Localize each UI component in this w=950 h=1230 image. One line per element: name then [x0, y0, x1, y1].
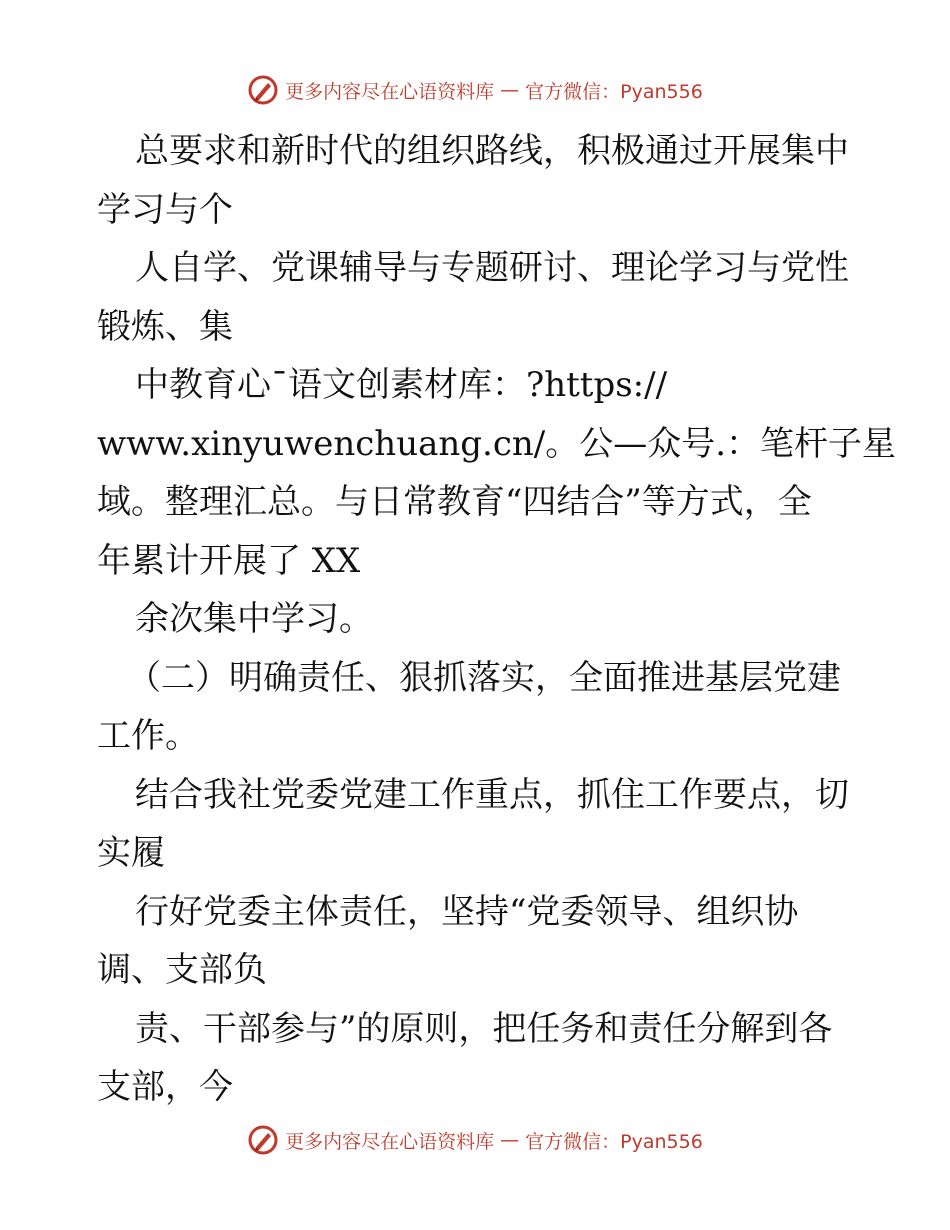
body-line-2: 学习与个 [97, 189, 233, 230]
section-heading: （二）明确责任、狠抓落实，全面推进基层党建 [127, 657, 841, 698]
body-line-3: 人自学、党课辅导与专题研讨、理论学习与党性 [135, 248, 849, 288]
body-line-1: 总要求和新时代的组织路线，积极通过开展集中 [135, 131, 849, 171]
body-line-14: 行好党委主体责任，坚持“党委领导、组织协 [135, 891, 799, 932]
document-body [97, 122, 897, 1117]
body-line-16: 责、干部参与”的原则，把任务和责任分解到各 [135, 1008, 833, 1049]
watermark-brand: 更多内容尽在心语资料库 [285, 80, 495, 103]
body-line-17: 支部，今 [97, 1067, 233, 1107]
body-line-11: 工作。 [97, 716, 199, 756]
pen-logo-icon [247, 1124, 279, 1156]
body-line-8: 年累计开展了 XX [97, 540, 361, 581]
pen-logo-icon [247, 74, 279, 106]
body-line-7: 域。整理汇总。与日常教育“四结合”等方式，全 [97, 482, 812, 522]
body-line-12: 结合我社党委党建工作重点，抓住工作要点，切 [135, 774, 849, 815]
body-line-5: 中教育心¯语文创素材库：?https:// [135, 365, 668, 405]
watermark-brand: 更多内容尽在心语资料库 [285, 1130, 495, 1153]
body-line-13: 实履 [97, 833, 165, 873]
body-line-15: 调、支部负 [97, 950, 267, 990]
body-line-9: 余次集中学习。 [135, 599, 373, 639]
watermark-separator: — [500, 79, 520, 101]
body-line-4: 锻炼、集 [97, 306, 233, 347]
watermark-contact: 官方微信：Pyan556 [525, 1130, 703, 1153]
body-line-6: www.xinyuwenchuang.cn/。公—众号.：笔杆子星 [97, 423, 897, 464]
footer-watermark [0, 1120, 950, 1160]
header-watermark [0, 70, 950, 110]
watermark-contact: 官方微信：Pyan556 [525, 80, 703, 103]
watermark-separator: — [500, 1129, 520, 1151]
